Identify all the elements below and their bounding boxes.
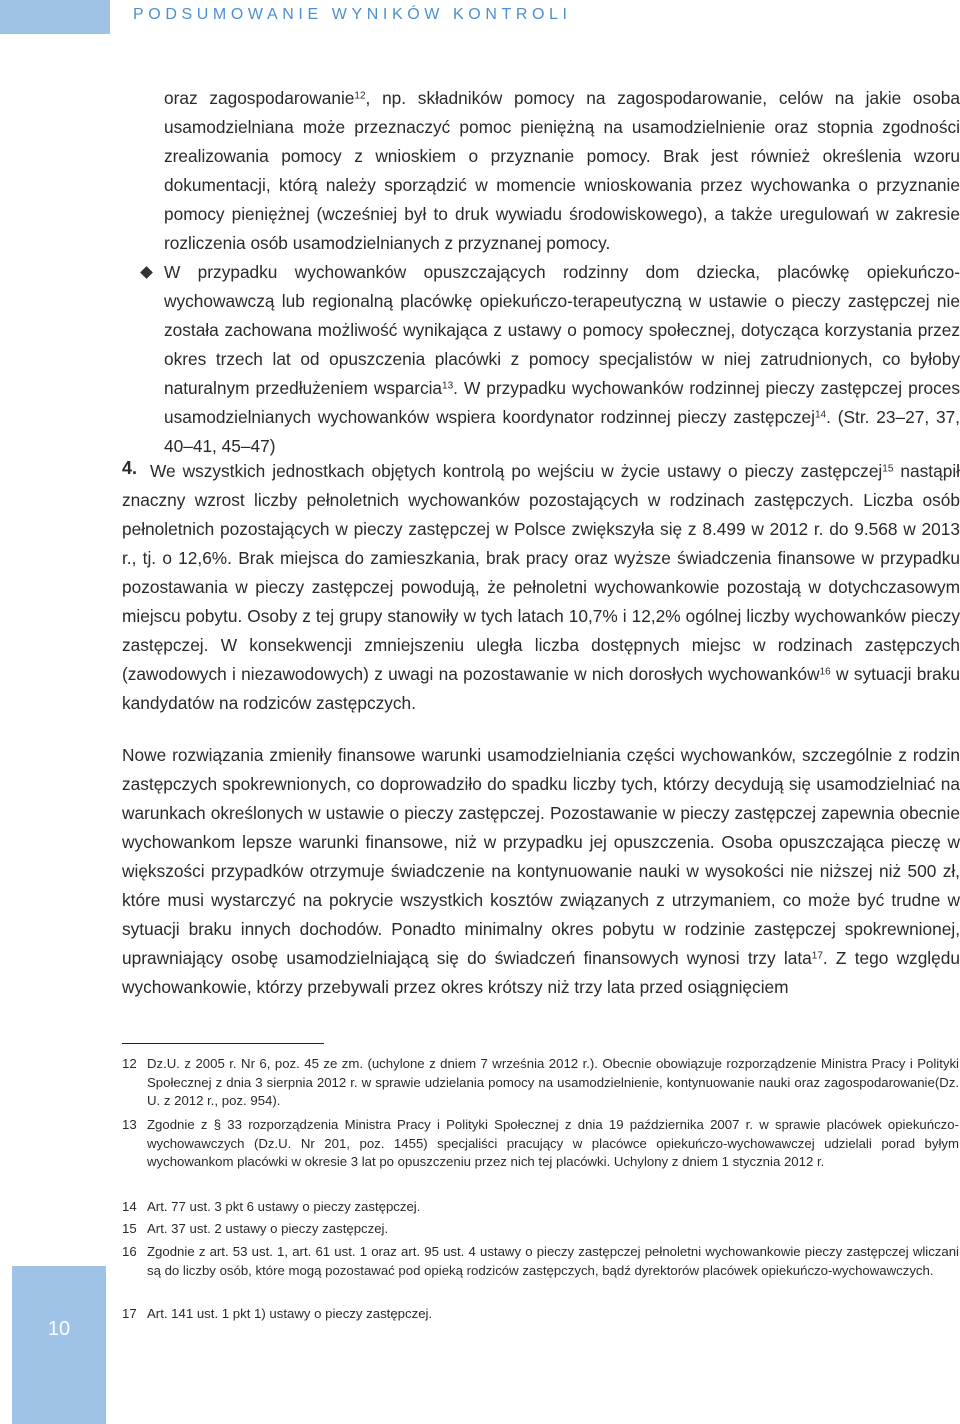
paragraph-continuation <box>164 84 960 258</box>
paragraph-text: . W przypadku wychowanków rodzinnej pieczy zastępczej proces usamodzielnianych wychowanków wspiera koordynator rodzinnej pieczy zastępczej <box>164 378 960 427</box>
paragraph-text: w sytuacji braku kandydatów na rodziców zastępczych. <box>122 664 960 713</box>
page-number: 10 <box>47 1318 71 1340</box>
paragraph-text: We wszystkich jednostkach objętych kontrolą po wejściu w życie ustawy o pieczy zastępczej <box>150 461 883 481</box>
page-number-tab <box>12 1266 106 1424</box>
footnote-text: Art. 77 ust. 3 pkt 6 ustawy o pieczy zastępczej. <box>147 1199 421 1214</box>
footnote-ref: 12 <box>354 90 366 102</box>
footnote-text: Zgodnie z art. 53 ust. 1, art. 61 ust. 1 oraz art. 95 ust. 4 ustawy o pieczy zastępczej pełnoletni wychowankowie pieczy zastępczej wliczani są do liczby osób, które mogą pozostawać pod opieką rodziców zastępczych, bądź dyrektorów placówek opiekuńczo-wychowawczych. <box>147 1244 959 1278</box>
running-header: PODSUMOWANIE WYNIKÓW KONTROLI <box>133 6 572 23</box>
bullet-marker <box>140 266 153 279</box>
footnote-number: 12 <box>122 1056 137 1071</box>
footnote-number: 16 <box>122 1244 137 1259</box>
bullet-paragraph <box>164 258 960 461</box>
footnote-text: Dz.U. z 2005 r. Nr 6, poz. 45 ze zm. (uchylone z dniem 7 września 2012 r.). Obecnie obowiązuje rozporządzenie Ministra Pracy i Polityki Społecznej z dnia 3 sierpnia 2012 r. w sprawie udzielania pomocy na usamodzielnienie, kontynuowanie nauki oraz zagospodarowanie(Dz. U. z 2012 r., poz. 954). <box>147 1056 959 1108</box>
header-bar <box>0 0 110 34</box>
footnote-text: Zgodnie z § 33 rozporządzenia Ministra Pracy i Polityki Społecznej z dnia 19 października 2007 r. w sprawie placówek opiekuńczo-wychowawczych (Dz.U. Nr 201, poz. 1455) specjaliści pracujący w placówce opiekuńczo-wychowawczej udzielali porad byłym wychowankom placówki w okresie 3 lat po opuszczeniu przez nich tej placówki. Uchylony z dniem 1 stycznia 2012 r. <box>147 1117 959 1169</box>
footnote-number: 14 <box>122 1199 137 1214</box>
footnote-text: Art. 141 ust. 1 pkt 1) ustawy o pieczy zastępczej. <box>147 1306 433 1321</box>
paragraph-text: , np. składników pomocy na zagospodarowanie, celów na jakie osoba usamodzielniana może przeznaczyć pomoc pieniężną na usamodzielnienie oraz stopnia zgodności zrealizowania pomocy z wnioskiem o przyznanie pomocy. Brak jest również określenia wzoru dokumentacji, którą należy sporządzić w momencie wnioskowania przez wychowanka o przyznanie pomocy pieniężnej (wcześniej był to druk wywiadu środowiskowego), a także uregulowań w zakresie rozliczenia osób usamodzielnianych z przyznanej pomocy. <box>164 88 960 253</box>
paragraph-text: . Z tego względu wychowankowie, którzy przebywali przez okres krótszy niż trzy lata przed osiągnięciem <box>122 948 960 997</box>
numbered-paragraph <box>122 457 960 718</box>
footnote-ref: 13 <box>442 380 454 392</box>
item-number: 4. <box>122 458 138 478</box>
footnote-divider <box>122 1043 324 1044</box>
paragraph-text: W przypadku wychowanków opuszczających rodzinny dom dziecka, placówkę opiekuńczo-wychowawczą lub regionalną placówkę opiekuńczo-terapeutyczną w ustawie o pieczy zastępczej nie została zachowana możliwość wynikająca z ustawy o pomocy społecznej, dotycząca korzystania przez okres trzech lat od opuszczenia placówki z pomocy specjalistów w niej zatrudnionych, co byłoby naturalnym przedłużeniem wsparcia <box>164 262 960 398</box>
paragraph-text: oraz zagospodarowanie <box>164 88 355 108</box>
paragraph-text: nastąpił znaczny wzrost liczby pełnoletnich wychowanków pozostających w rodzinach zastępczych. Liczba osób pełnoletnich pozostających w pieczy zastępczej w Polsce zwiększyła się z 8.499 w 2012 r. do 9.568 w 2013 r., tj. o 12,6%. Brak miejsca do zamieszkania, brak pracy oraz wyższe świadczenia finansowe w przypadku pozostawania w pieczy zastępczej powodują, że pełnoletni wychowankowie pozostają w dotychczasowym miejscu pobytu. Osoby z tej grupy stanowiły w tych latach 10,7% i 12,2% ogólnej liczby wychowanków pieczy zastępczej. W konsekwencji zmniejszeniu uległa liczba dostępnych miejsc w rodzinach zastępczych (zawodowych i niezawodowych) z uwagi na pozostawanie w nich dorosłych wychowanków <box>122 461 960 684</box>
footnote-ref: 14 <box>814 409 827 421</box>
paragraph <box>122 741 960 1002</box>
footnote-ref: 16 <box>819 666 831 678</box>
paragraph-text: Nowe rozwiązania zmieniły finansowe warunki usamodzielniania części wychowanków, szczególnie z rodzin zastępczych spokrewnionych, co doprowadziło do spadku liczby tych, którzy decydują się usamodzielniać na warunkach określonych w ustawie o pieczy zastępczej. Pozostawanie w pieczy zastępczej zapewnia obecnie wychowankom lepsze warunki finansowe, niż w przypadku jej opuszczenia. Osoba opuszczająca pieczę w większości przypadków otrzymuje świadczenie na kontynuowanie nauki w wysokości nie niższej niż 500 zł, które musi wystarczyć na pokrycie wszystkich kosztów związanych z utrzymaniem, co może być trudne w sytuacji braku innych dochodów. Ponadto minimalny okres pobytu w rodzinie zastępczej spokrewnionej, uprawniający osobę usamodzielniającą się do świadczeń finansowych wynosi trzy lata <box>122 745 960 968</box>
footnote-number: 17 <box>122 1306 137 1321</box>
footnote-text: Art. 37 ust. 2 ustawy o pieczy zastępczej. <box>147 1221 389 1236</box>
footnote-number: 15 <box>122 1221 137 1236</box>
footnote-ref: 15 <box>882 463 894 475</box>
footnote-ref: 17 <box>811 950 823 962</box>
footnote-number: 13 <box>122 1117 137 1132</box>
paragraph-text: . (Str. 23–27, 37, 40–41, 45–47) <box>164 407 960 456</box>
